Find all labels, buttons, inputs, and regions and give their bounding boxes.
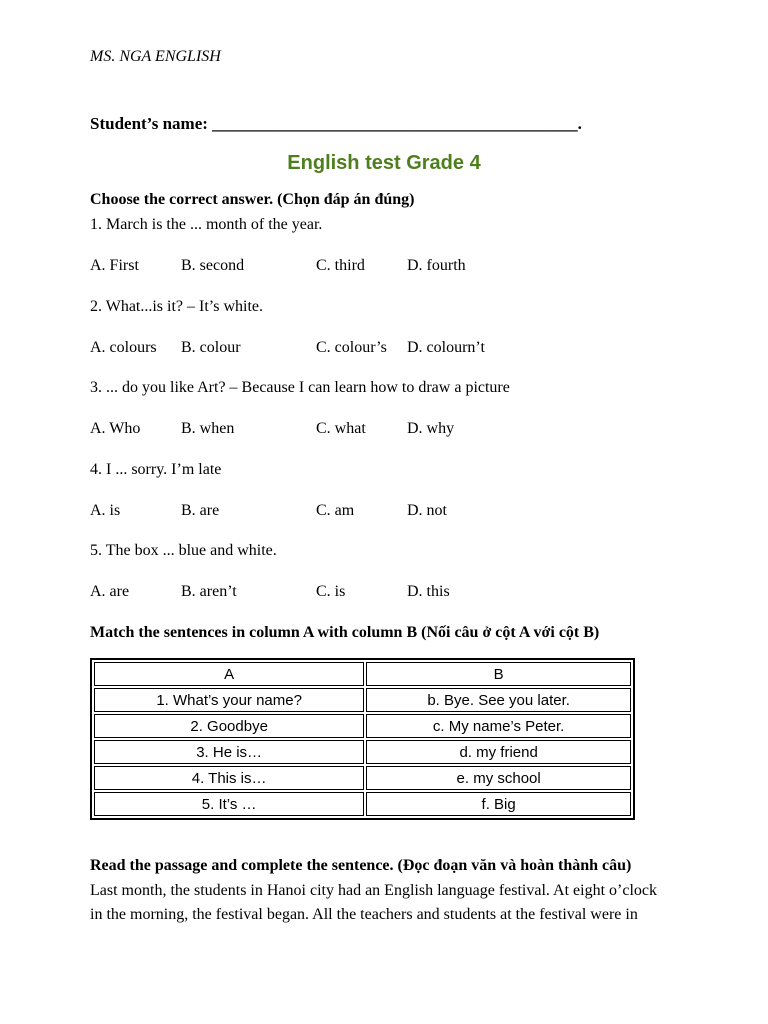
q2-option-a: A. colours [90, 339, 157, 356]
column-b-cell: e. my school [366, 766, 631, 790]
q4-option-c: C. am [316, 502, 355, 519]
q3-option-a: A. Who [90, 420, 141, 437]
table-row [94, 766, 631, 790]
column-a-header: A [94, 662, 364, 686]
q2-option-d: D. colourn’t [407, 339, 485, 356]
section2-instruction: Match the sentences in column A with column B (Nối câu ở cột A với cột B) [90, 624, 600, 641]
page-title: English test Grade 4 [287, 152, 481, 174]
column-b-cell: b. Bye. See you later. [366, 688, 631, 712]
q2-option-c: C. colour’s [316, 339, 387, 356]
column-a-cell: 5. It’s … [94, 792, 364, 816]
column-a-cell: 3. He is… [94, 740, 364, 764]
q5-option-a: A. are [90, 583, 130, 600]
q2-option-b: B. colour [181, 339, 241, 356]
q4-option-a: A. is [90, 502, 121, 519]
question-4: 4. I ... sorry. I’m late [90, 461, 222, 478]
question-3: 3. ... do you like Art? – Because I can learn how to draw a picture [90, 379, 510, 396]
column-b-cell: f. Big [366, 792, 631, 816]
section1-instruction: Choose the correct answer. (Chọn đáp án đúng) [90, 191, 415, 208]
q5-option-b: B. aren’t [181, 583, 237, 600]
column-b-cell: c. My name’s Peter. [366, 714, 631, 738]
q1-option-a: A. First [90, 257, 139, 274]
column-b-header: B [366, 662, 631, 686]
table-row [94, 792, 631, 816]
q5-option-c: C. is [316, 583, 346, 600]
q1-option-b: B. second [181, 257, 245, 274]
section3-instruction: Read the passage and complete the sentence. (Đọc đoạn văn và hoàn thành câu) [90, 857, 632, 874]
question-1: 1. March is the ... month of the year. [90, 216, 323, 233]
column-a-cell: 2. Goodbye [94, 714, 364, 738]
header-text: MS. NGA ENGLISH [90, 48, 221, 65]
q1-option-d: D. fourth [407, 257, 466, 274]
q4-option-d: D. not [407, 502, 447, 519]
passage-line-1: Last month, the students in Hanoi city had an English language festival. At eight o’clock [90, 882, 657, 899]
question-2: 2. What...is it? – It’s white. [90, 298, 264, 315]
passage-line-2: in the morning, the festival began. All the teachers and students at the festival were in [90, 906, 638, 923]
q3-option-d: D. why [407, 420, 455, 437]
q4-option-b: B. are [181, 502, 220, 519]
q5-option-d: D. this [407, 583, 450, 600]
table-row [94, 714, 631, 738]
q3-option-c: C. what [316, 420, 366, 437]
student-name-line: Student’s name: ___________________________________________. [90, 114, 582, 133]
table-row [94, 688, 631, 712]
column-b-cell: d. my friend [366, 740, 631, 764]
matching-table [90, 658, 635, 820]
question-5: 5. The box ... blue and white. [90, 542, 277, 559]
q3-option-b: B. when [181, 420, 235, 437]
q1-option-c: C. third [316, 257, 365, 274]
column-a-cell: 1. What’s your name? [94, 688, 364, 712]
table-row [94, 740, 631, 764]
column-a-cell: 4. This is… [94, 766, 364, 790]
